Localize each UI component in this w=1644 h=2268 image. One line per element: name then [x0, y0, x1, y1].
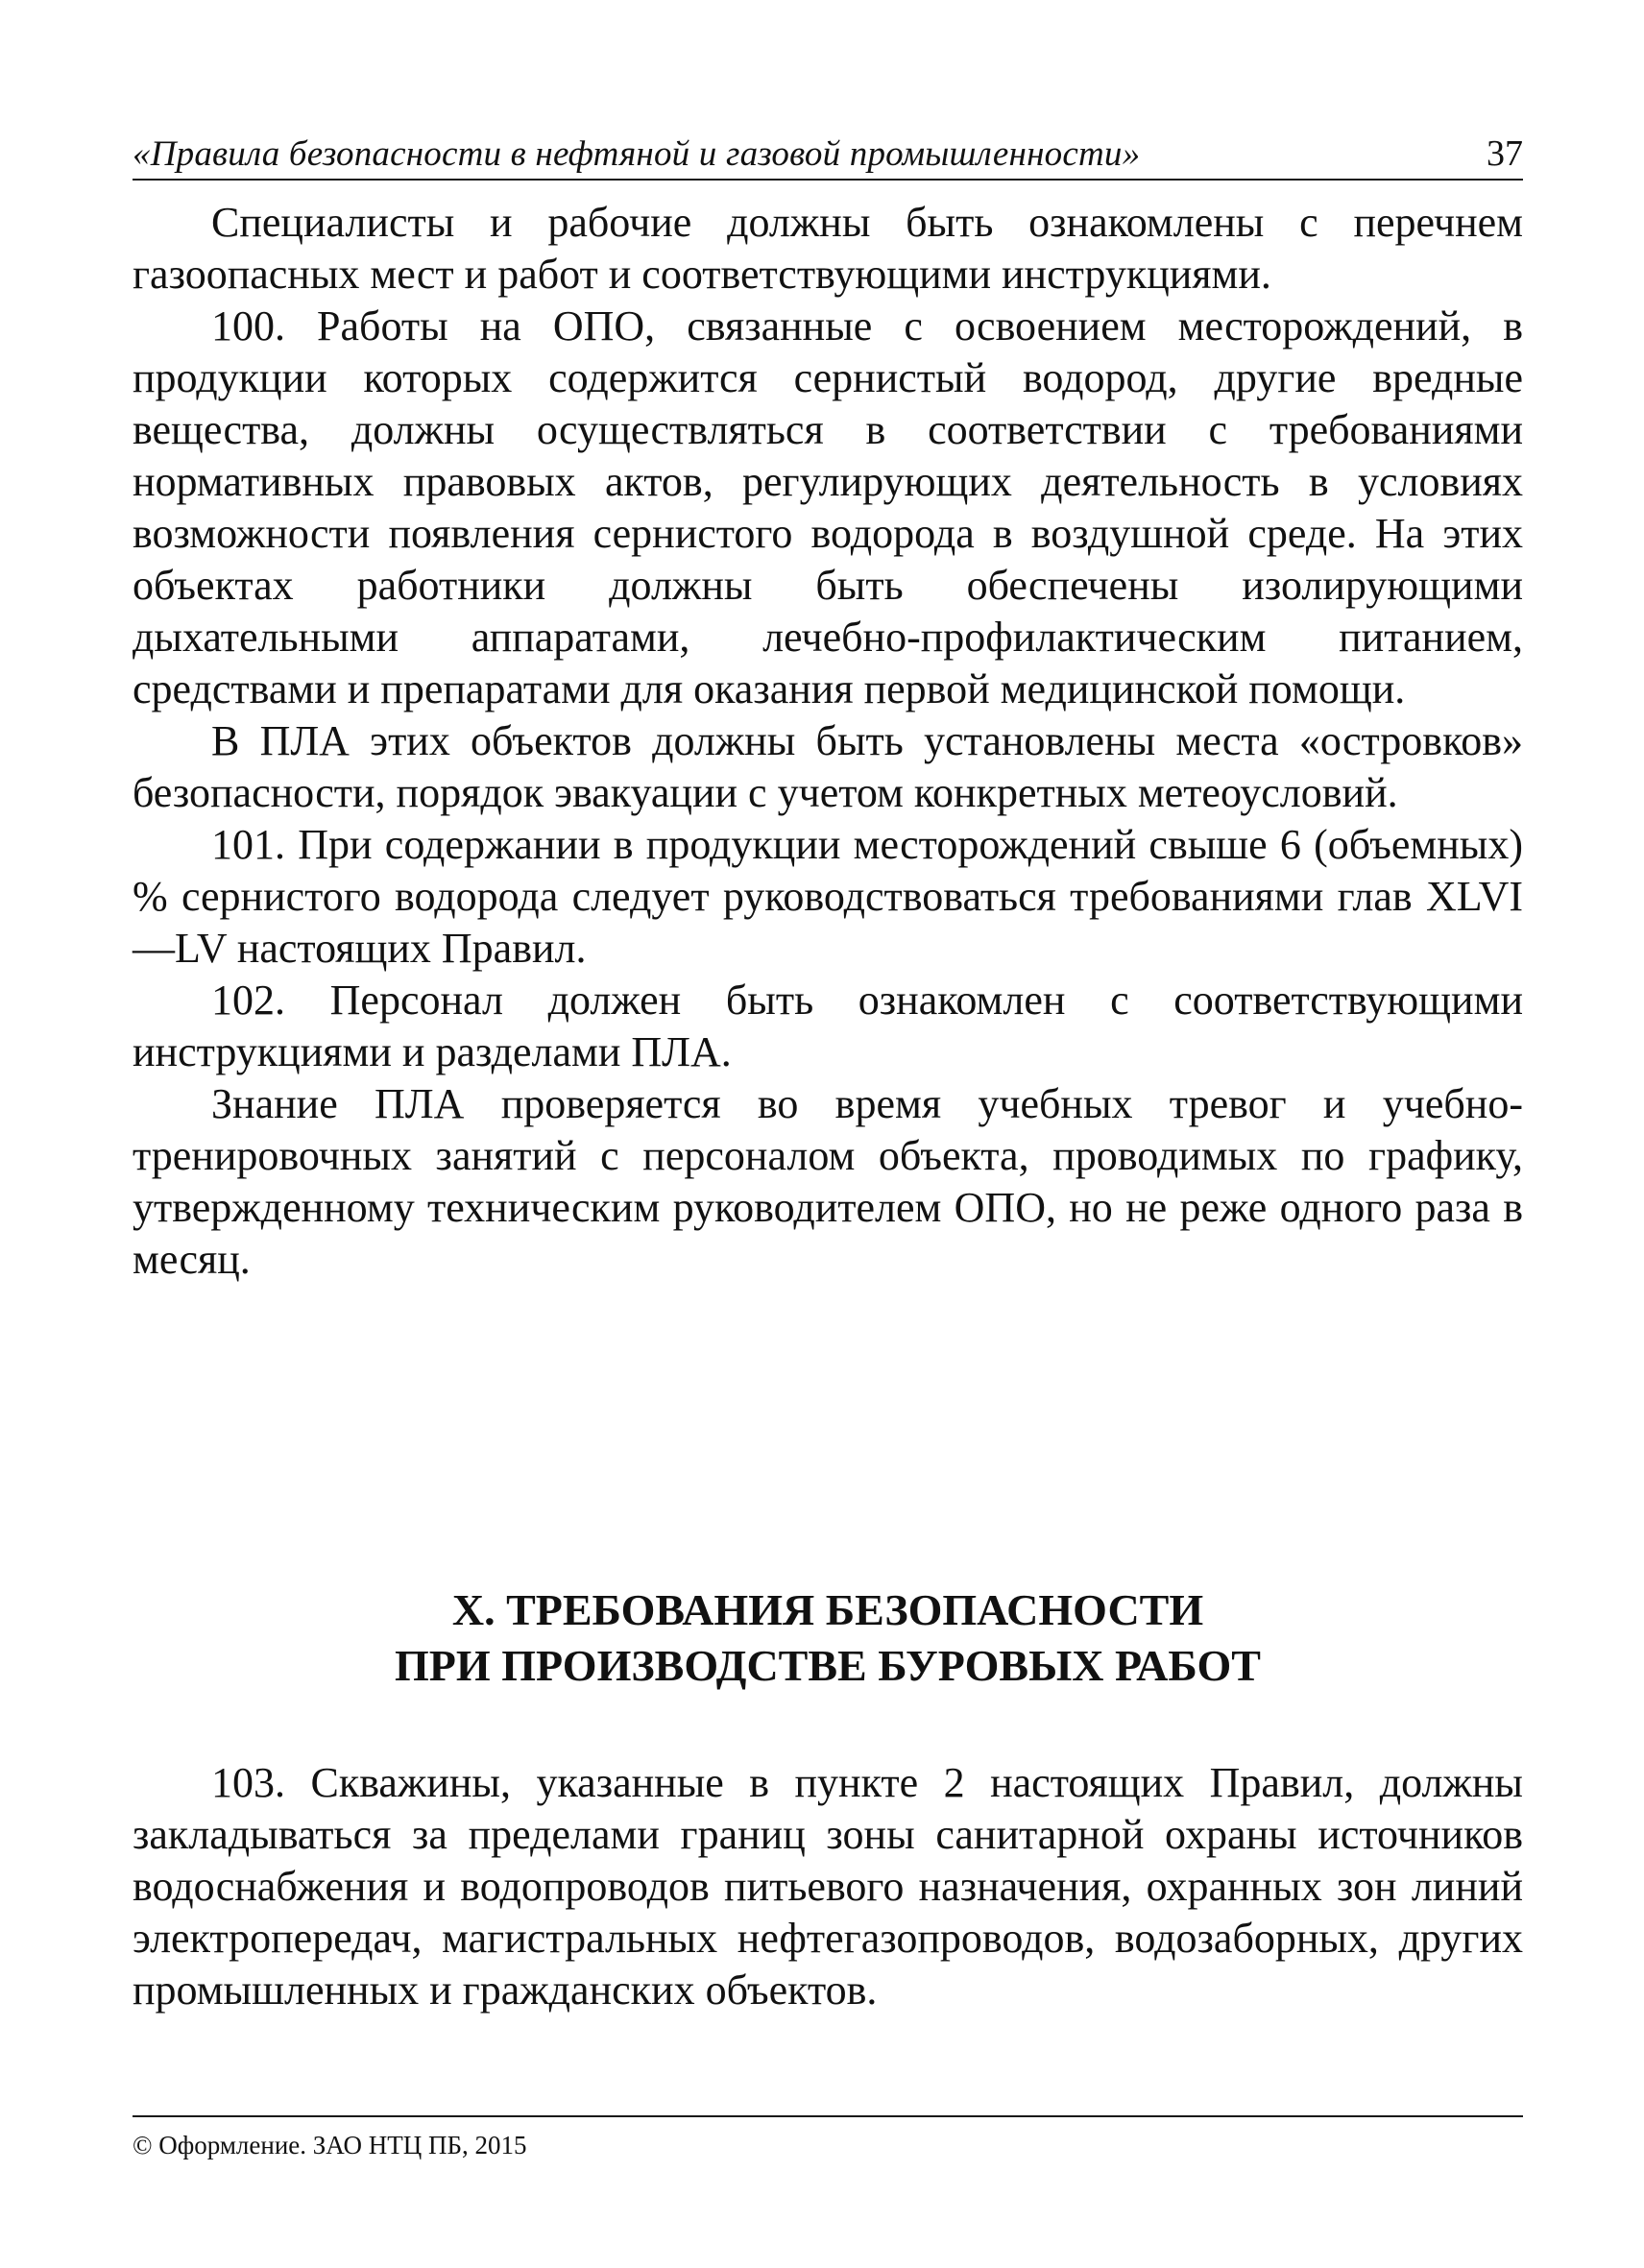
page-number: 37 [1487, 133, 1523, 174]
section-heading-line-1: X. ТРЕБОВАНИЯ БЕЗОПАСНОСТИ [451, 1585, 1204, 1634]
section-body-text [133, 1757, 1523, 2016]
page-footer [133, 2115, 1523, 2159]
paragraph: Специалисты и рабочие должны быть ознакомлены с перечнем газоопасных мест и работ и соответствующими инструкциями. [133, 199, 1523, 298]
footer-copyright: © Оформление. ЗАО НТЦ ПБ, 2015 [133, 2131, 527, 2159]
body-text [133, 197, 1523, 1286]
paragraph-item-100: 100. Работы на ОПО, связанные с освоением месторождений, в продукции которых содержится сернистый водород, другие вредные вещества, должны осуществляться в соответствии с требованиями нормативных правовых актов, регулирующих деятельность в условиях возможности появления сернистого водорода в воздушной среде. На этих объектах работники должны быть обеспечены изолирующими дыхательными аппаратами, лечебно-профилактическим питанием, средствами и препаратами для оказания первой медицинской помощи. [133, 302, 1523, 712]
running-header-title: «Правила безопасности в нефтяной и газовой промышленности» [133, 134, 1141, 174]
section-heading-line-2: ПРИ ПРОИЗВОДСТВЕ БУРОВЫХ РАБОТ [395, 1641, 1261, 1690]
section-heading [133, 1582, 1523, 1694]
paragraph: В ПЛА этих объектов должны быть установлены места «островков» безопасности, порядок эвакуации с учетом конкретных метеоусловий. [133, 717, 1523, 816]
running-header [133, 123, 1523, 181]
paragraph-item-101: 101. При содержании в продукции месторождений свыше 6 (объемных) % сернистого водорода следует руководствоваться требованиями глав XLVI—LV настоящих Правил. [133, 821, 1523, 972]
document-page [133, 0, 1523, 2268]
paragraph: Знание ПЛА проверяется во время учебных тревог и учебно-тренировочных занятий с персоналом объекта, проводимых по графику, утвержденному техническим руководителем ОПО, но не реже одного раза в месяц. [133, 1080, 1523, 1283]
paragraph-item-103: 103. Скважины, указанные в пункте 2 настоящих Правил, должны закладываться за пределами границ зоны санитарной охраны источников водоснабжения и водопроводов питьевого назначения, охранных зон линий электропередач, магистральных нефтегазопроводов, водозаборных, других промышленных и гражданских объектов. [133, 1759, 1523, 2014]
paragraph-item-102: 102. Персонал должен быть ознакомлен с соответствующими инструкциями и разделами ПЛА. [133, 977, 1523, 1075]
